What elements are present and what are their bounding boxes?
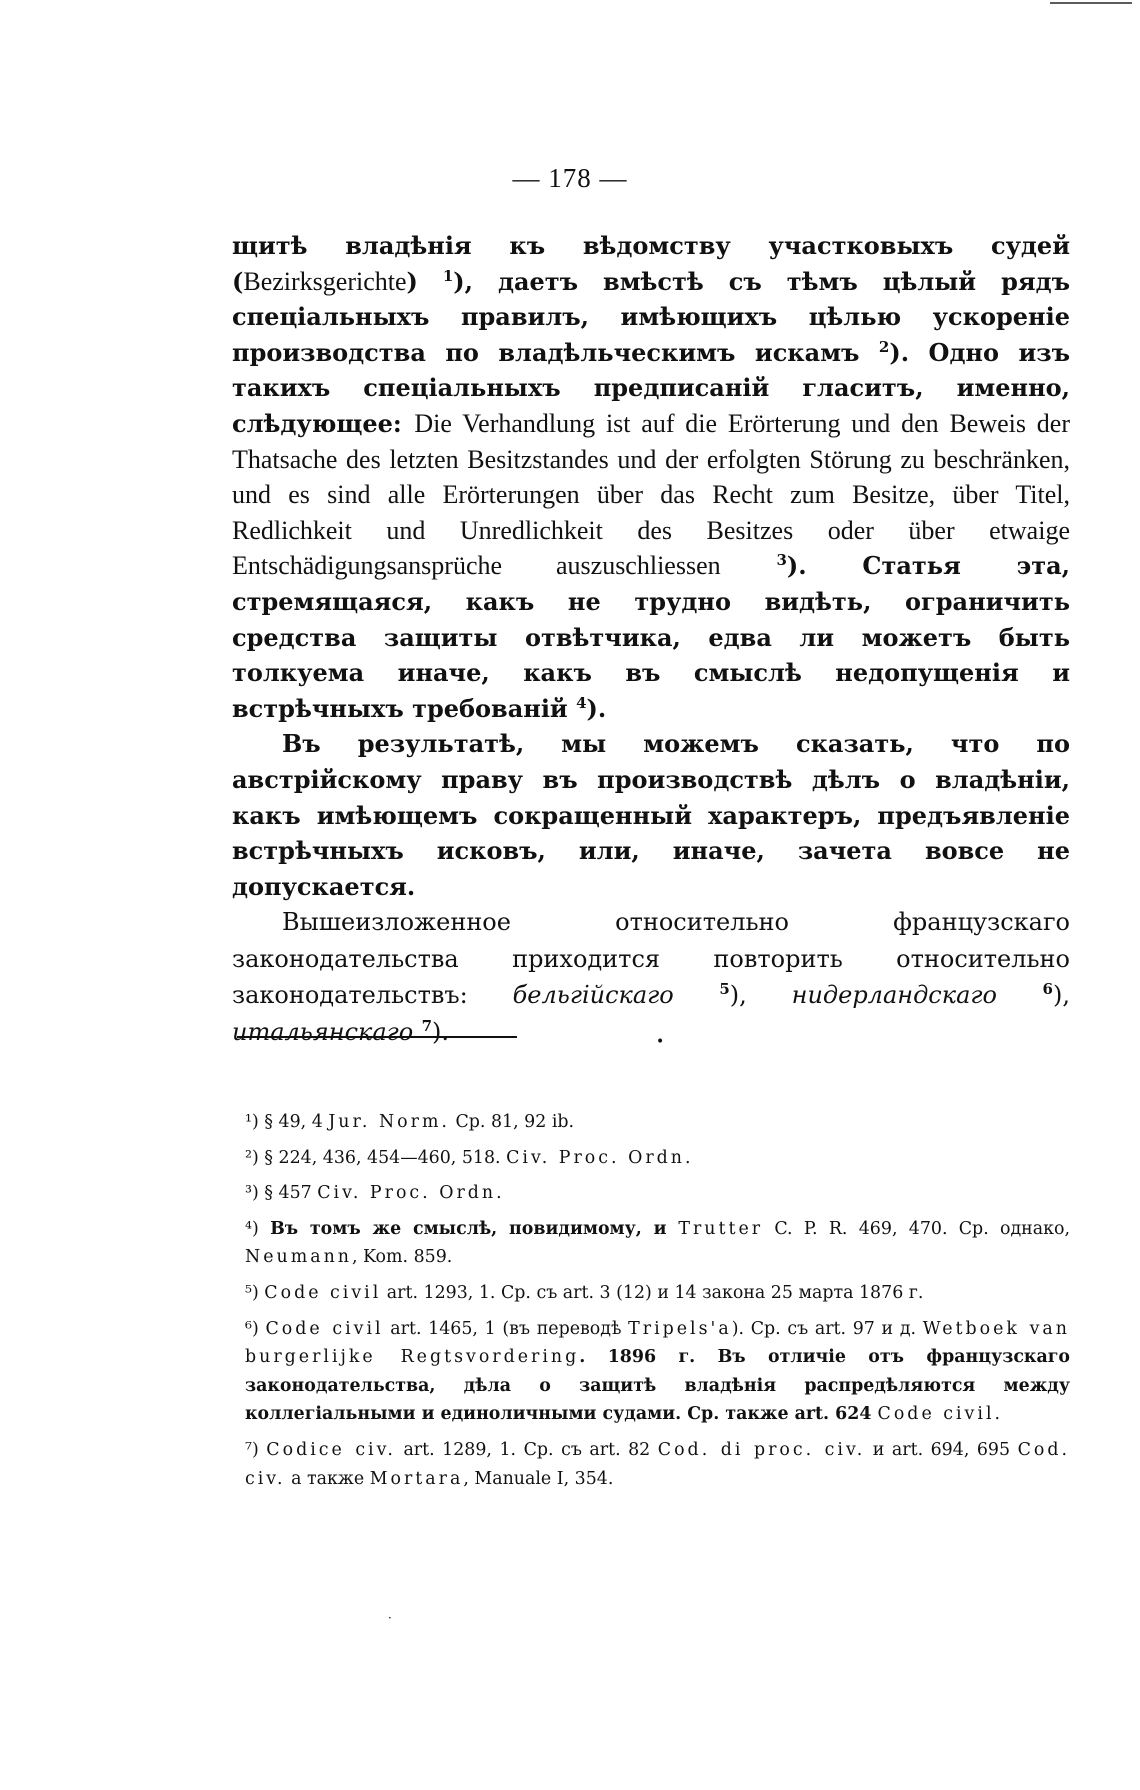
footnote-1: ¹) § 49, 4 Jur. Norm. Ср. 81, 92 ib. [245,1112,575,1132]
scan-artifact [1050,2,1132,7]
print-speck-bottom: · [388,1611,392,1625]
footnotes [245,1108,1070,1500]
main-text [232,228,1070,1051]
footnote-7: ⁷) Codice civ. art. 1289, 1. Ср. съ art. 82 Cod. di proc. civ. и art. 694, 695 Cod. civ. а также Mortara, Manuale I, 354. [245,1439,1071,1489]
footnote-ref: 3 [776,551,787,570]
footnote-separator [237,1036,517,1038]
footnote-5: ⁵) Code civil art. 1293, 1. Ср. съ art. 3 (12) и 14 закона 25 марта 1876 г. [245,1282,924,1303]
german-quote: Die Verhandlung ist auf die Erörterung und den Beweis der Thatsache des letzten Besitzstandes und der erfolgten Störung zu beschränken, und es sind alle Erörterungen über das Recht zum Besitze, über Titel, Redlichkeit und Unredlichkeit des Besitzes oder über etwaige Entschädigungsansprüche auszuschliessen [232,408,1070,581]
page-number: — 178 — [512,163,628,193]
footnote-ref: 1 [442,266,454,285]
footnote-4: ⁴) Въ томъ же смыслѣ, повидимому, и Trutter C. P. R. 469, 470. Ср. однако, Neumann, Kom. 859. [245,1218,1071,1268]
footnote-ref: 2 [878,337,890,356]
paragraph-2: Въ результатѣ, мы можемъ сказать, что по австрійскому праву въ производствѣ дѣлъ о владѣніи, какъ имѣющемъ сокращенный характеръ, предъявленіе встрѣчныхъ исковъ, или, иначе, зачета вовсе не допускается. [232,729,1070,901]
paragraph-1: щитѣ владѣнія къ вѣдомству участковыхъ судей (Bezirksgerichte) $^1$), даетъ вмѣстѣ съ тѣмъ цѣлый рядъ спеціальныхъ правилъ, имѣющихъ цѣлью ускореніе производства по владѣльческимъ искамъ $^2$). Одно изъ такихъ спеціальныхъ предписаній гласитъ, именно, слѣдующее: Die Verhandlung ist auf die Erörterung und den Beweis der Thatsache des letzten Besitzstandes und der erfolgten Störung zu beschränken, und es sind alle Erörterungen über das Recht zum Besitze, über Titel, Redlichkeit und Unredlichkeit des Besitzes oder über etwaige Entschädigungsansprüche auszuschliessen $^3$). Статья эта, стремящаяся, какъ не трудно видѣть, ограничить средства защиты отвѣтчика, едва ли можетъ быть толкуема иначе, какъ въ смыслѣ недопущенія и встрѣчныхъ требованій $^4$). [232,231,1070,723]
footnote-3: ³) § 457 Civ. Proc. Ordn. [245,1183,505,1204]
print-speck: • [656,1034,665,1050]
paragraph-3: Вышеизложенное относительно французскаго законодательства приходится повторить относительно законодательствъ: бельгійскаго $^5$), нидерландскаго $^6$), итальянскаго $^7$). [232,908,1070,1047]
footnote-6: ⁶) Code civil art. 1465, 1 (въ переводѣ Tripels'a). Ср. съ art. 97 и д. Wetboek van burgerlijke Regtsvordering. 1896 г. Въ отличіе отъ французскаго законодательства, дѣла о защитѣ владѣнія распредѣляются между коллегіальными и единоличными судами. Ср. также art. 624 Code civil. [245,1318,1070,1425]
footnote-ref: 4 [576,693,587,712]
footnote-2: ²) § 224, 436, 454—460, 518. Civ. Proc. Ordn. [245,1147,694,1168]
